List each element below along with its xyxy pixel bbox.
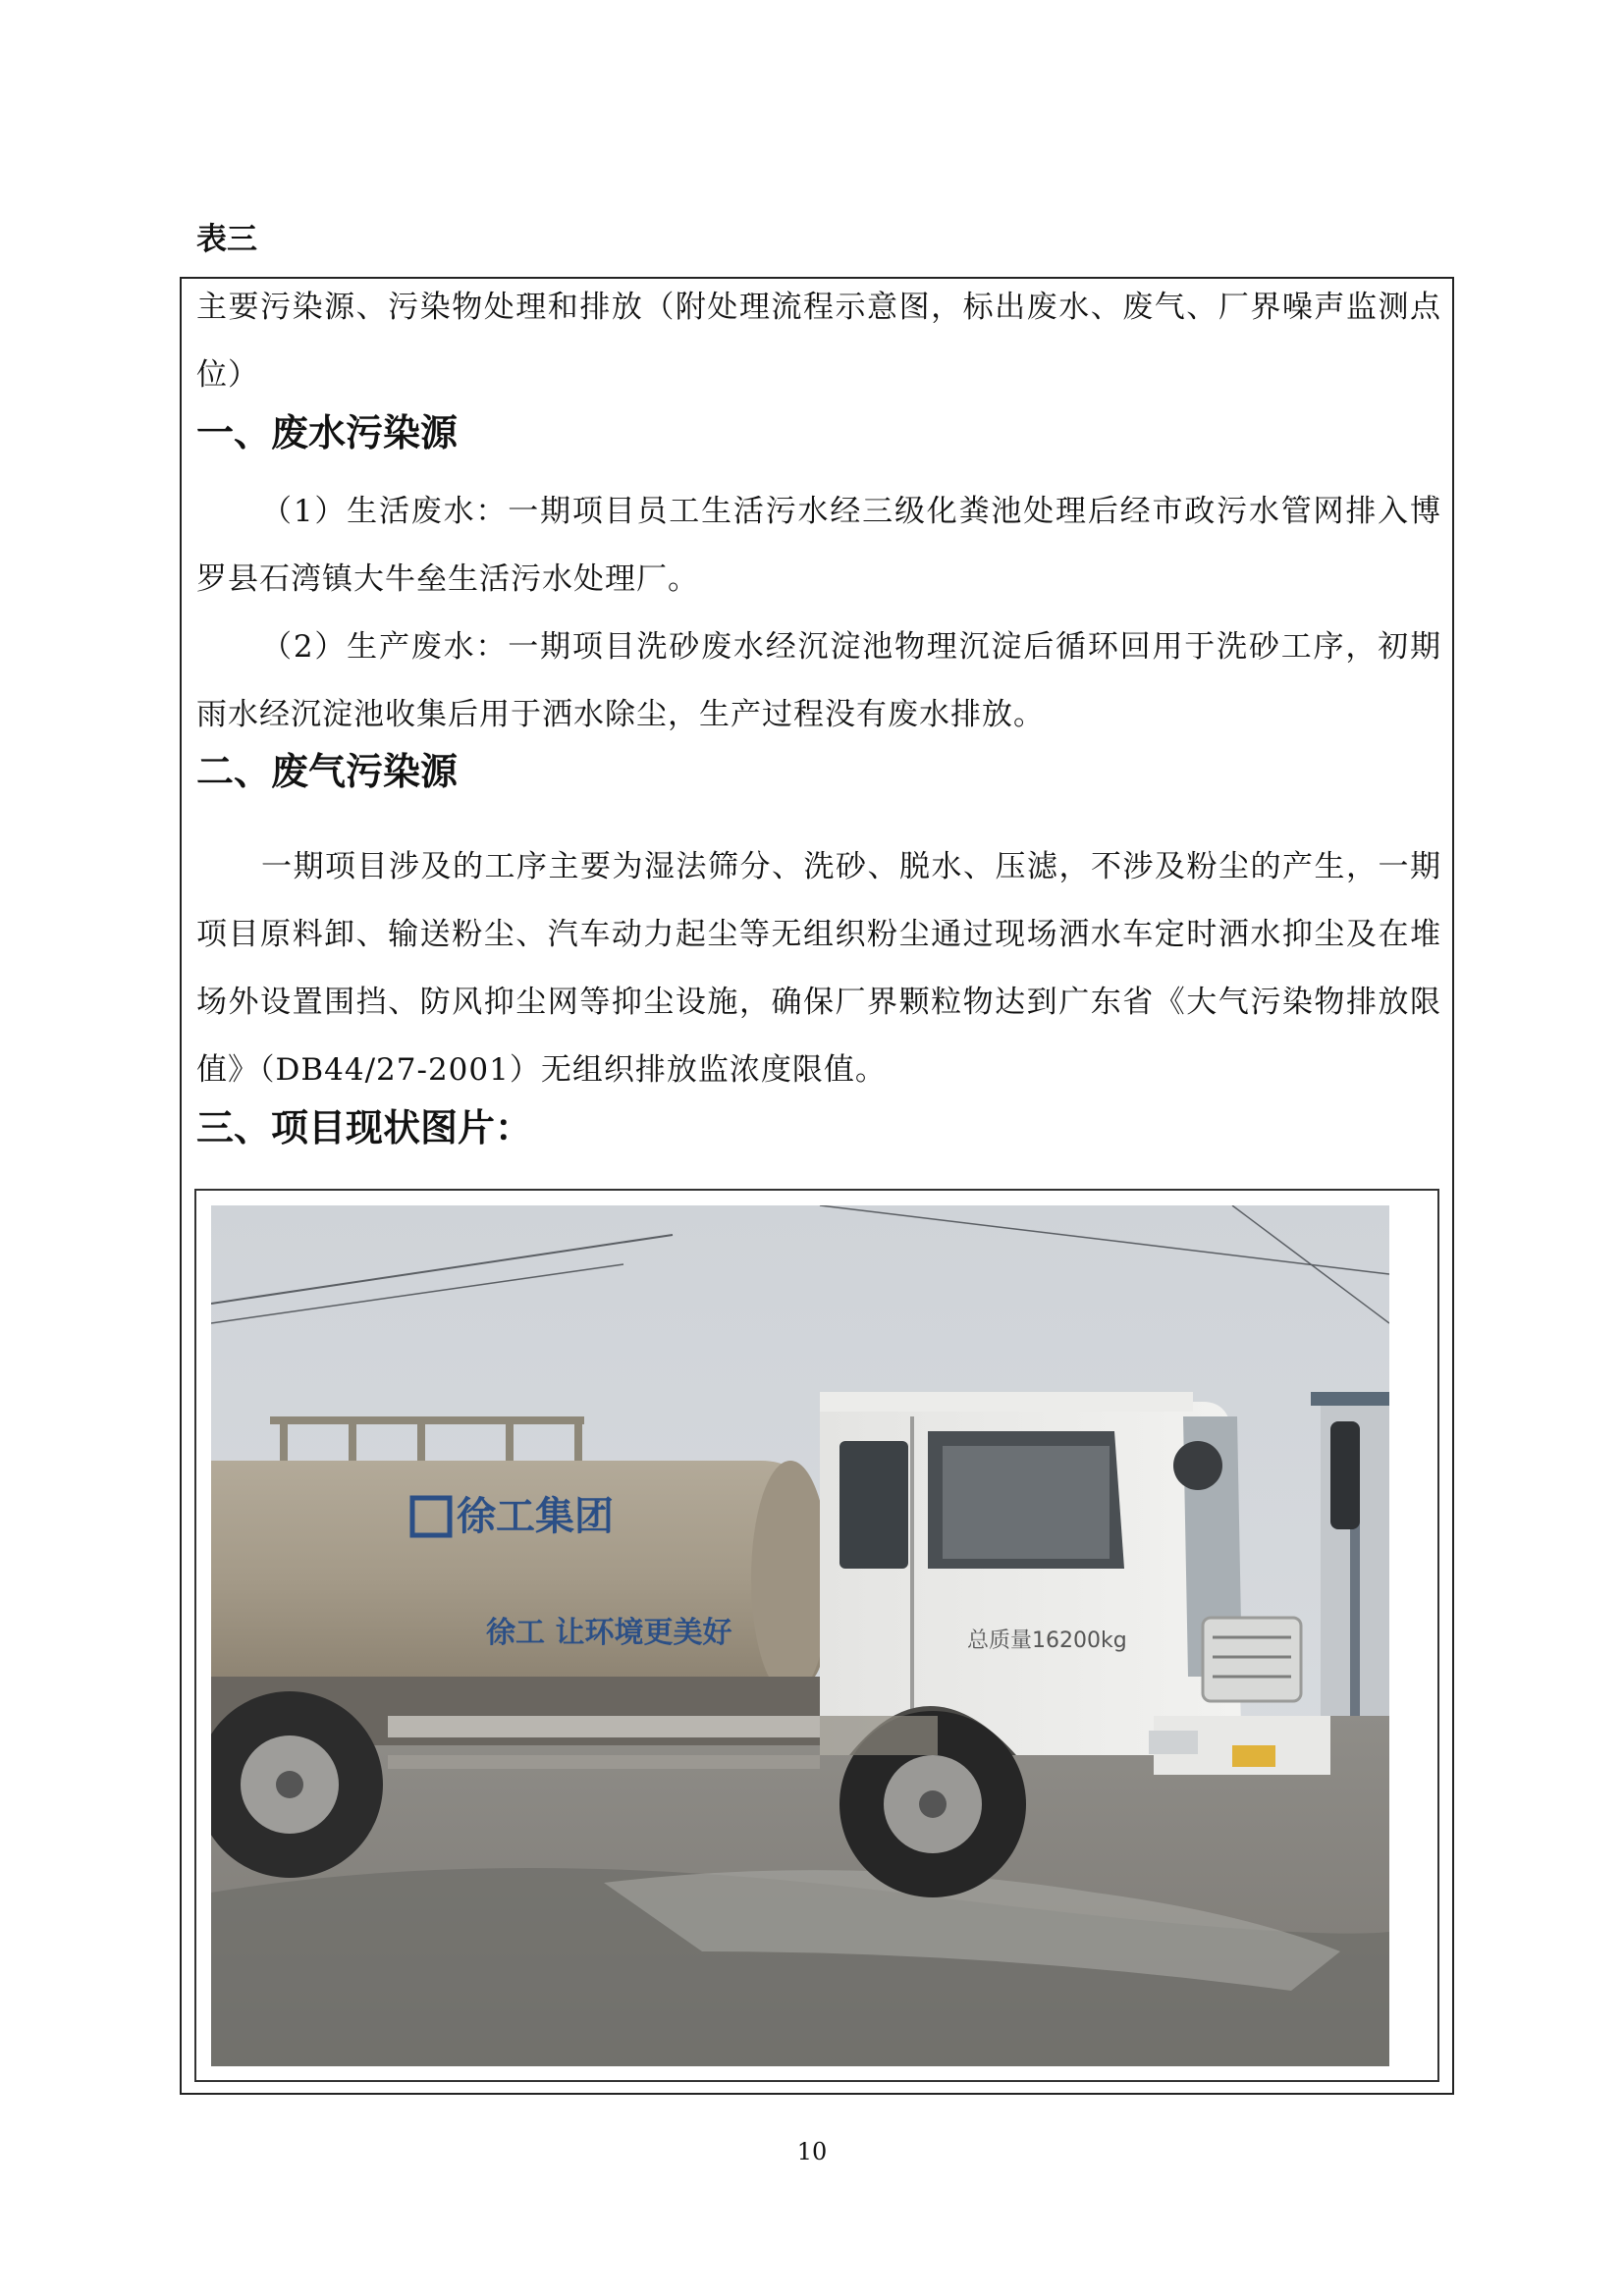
photo-water-truck [211, 1205, 1389, 2066]
photo-frame [194, 1189, 1439, 2082]
page-number: 10 [796, 2138, 828, 2165]
table-label: 表三 [196, 222, 257, 257]
tank-brand-text: 徐工集团 [457, 1494, 614, 1539]
door-weight-text: 总质量16200kg [967, 1629, 1127, 1653]
paragraph-domestic-wastewater: （1）生活废水：一期项目员工生活污水经三级化粪池处理后经市政污水管网排入博罗县石湾镇大牛垒生活污水处理厂。 [196, 494, 1441, 597]
section-heading-photos: 三、项目现状图片： [196, 1106, 533, 1149]
section-heading-wastewater: 一、废水污染源 [196, 411, 459, 454]
section-heading-exhaust: 二、废气污染源 [196, 750, 459, 793]
intro-text: 主要污染源、污染物处理和排放（附处理流程示意图，标出废水、废气、厂界噪声监测点位） [196, 290, 1441, 393]
paragraph-production-wastewater: （2）生产废水：一期项目洗砂废水经沉淀池物理沉淀后循环回用于洗砂工序，初期雨水经沉淀池收集后用于洒水除尘，生产过程没有废水排放。 [196, 629, 1441, 732]
tank-slogan-text: 徐工 让环境更美好 [486, 1616, 732, 1650]
paragraph-exhaust: 一期项目涉及的工序主要为湿法筛分、洗砂、脱水、压滤，不涉及粉尘的产生，一期项目原料卸、输送粉尘、汽车动力起尘等无组织粉尘通过现场洒水车定时洒水抑尘及在堆场外设置围挡、防风抑尘网等抑尘设施，确保厂界颗粒物达到广东省《大气污染物排放限值》（DB44/27-2001）无组织排放监浓度限值。 [196, 849, 1441, 1088]
